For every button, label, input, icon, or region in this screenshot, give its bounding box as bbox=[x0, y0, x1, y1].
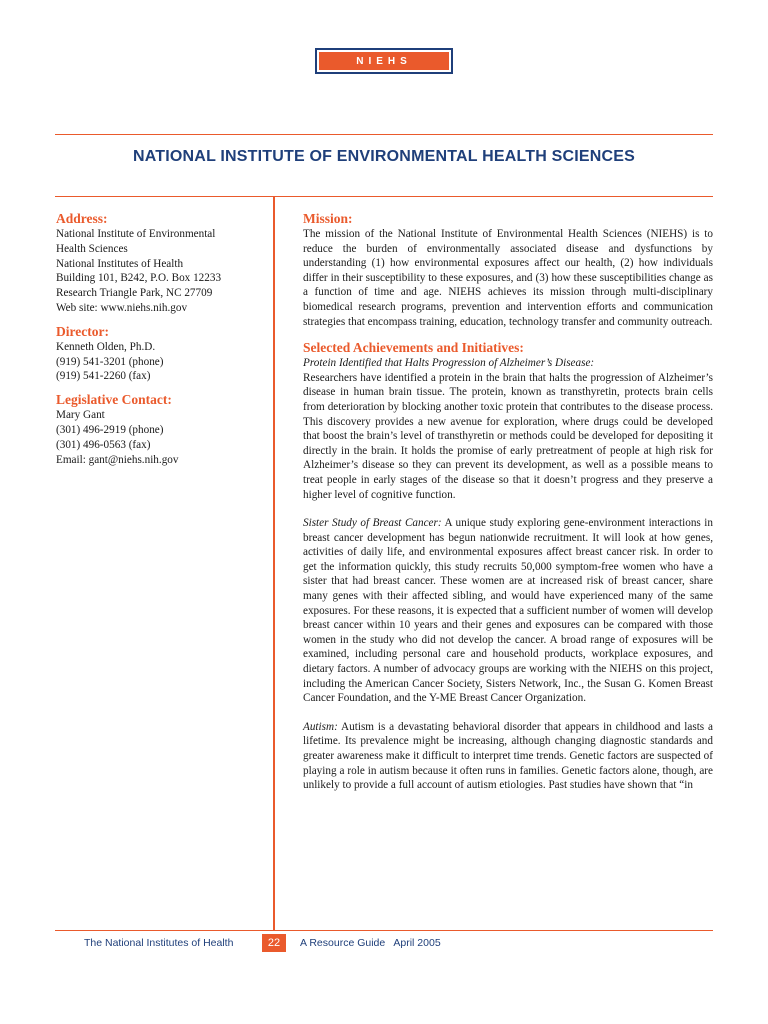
autism-text: Autism is a devastating behavioral disorder that appears in childhood and lasts a lifetime. Its prevalence might be increasing, although changing diagnostic standards and greater awareness make it difficult to interpret time trends. Genetic factors are suspected of playing a role in autism because it often runs in families. Genetic factors alone, though, are unlikely to provide a full account of autism etiologies. Past studies have shown that “in bbox=[303, 720, 713, 792]
mission-text: The mission of the National Institute of Environmental Health Sciences (NIEHS) is to reduce the burden of environmentally associated disease and dysfunctions by understanding (1) how environmental exposures affect our health, (2) how individuals differ in their susceptibility to these exposures, and (3) how these susceptibilities change as a function of time and age. NIEHS achieves its mission through multi-disciplinary biomedical research programs, prevention and intervention efforts and communication strategies that encompass training, education, technology transfer and community outreach. bbox=[303, 228, 713, 328]
legislative-line: Mary Gant bbox=[56, 409, 105, 422]
director-line: Kenneth Olden, Ph.D. bbox=[56, 340, 156, 353]
legislative-block bbox=[56, 408, 266, 467]
niehs-badge bbox=[315, 48, 453, 74]
content-column bbox=[303, 210, 713, 807]
address-line: Building 101, B242, P.O. Box 12233 bbox=[56, 272, 222, 285]
page-footer bbox=[0, 934, 768, 952]
footer-guide-date: A Resource Guide April 2005 bbox=[300, 937, 441, 949]
autism-paragraph bbox=[303, 720, 713, 793]
mission-heading: Mission: bbox=[303, 211, 353, 226]
alzheimers-text: Researchers have identified a protein in the brain that halts the progression of Alzheimer’s disease in human brain tissue. The protein, known as transthyretin, protects brain cells from deterioration by blocking another toxic protein that contributes to the disease process. This discovery provides a new avenue for exploration, where drugs could be developed that boost the brain’s level of transthyretin or methods could be developed for depositing it directly in the brain. It holds the promise of early pretreatment of people at high risk for Alzheimer’s disease so they can prevent its development, as well as a possible means to treat people in early stages of the disease so that it doesn’t progress and they preserve a higher level of cognitive function. bbox=[303, 371, 713, 501]
address-block bbox=[56, 227, 266, 316]
sister-study-text: A unique study exploring gene-environment interactions in breast cancer development has begun nationwide recruitment. It will look at how genes, activities of daily life, and environmental exposures affect breast cancer risk. In order to get the information quickly, this study recruits 50,000 symptom-free women who have a sister that had breast cancer. These women are at increased risk of breast cancer, share many genes with their affected sibling, and would have experienced many of the same exposures. For these reasons, it is expected that a sufficient number of women will develop breast cancer within 10 years and their genes and exposures can be compared with those women in the study who did not develop the cancer. A broad range of exposures will be examined, including personal care and household products, workplace exposures, and dietary factors. A number of advocacy groups are working with the NIEHS on this project, including the American Cancer Society, Sisters Network, Inc., the Susan G. Komen Breast Cancer Foundation, and the Y-ME Breast Cancer Organization. bbox=[303, 517, 713, 705]
top-rule bbox=[55, 134, 713, 135]
autism-subheading: Autism: bbox=[303, 720, 338, 733]
legislative-line: (301) 496-0563 (fax) bbox=[56, 438, 151, 451]
title-rule bbox=[55, 196, 713, 197]
address-heading: Address: bbox=[56, 211, 108, 226]
column-divider bbox=[273, 196, 275, 930]
legislative-line: (301) 496-2919 (phone) bbox=[56, 423, 164, 436]
legislative-heading: Legislative Contact: bbox=[56, 392, 172, 408]
director-line: (919) 541-3201 (phone) bbox=[56, 355, 164, 368]
address-line: Web site: www.niehs.nih.gov bbox=[56, 301, 188, 314]
niehs-badge-label: NIEHS bbox=[319, 52, 449, 70]
director-heading: Director: bbox=[56, 323, 109, 339]
address-line: National Institutes of Health bbox=[56, 257, 184, 270]
alzheimers-subheading: Protein Identified that Halts Progression of Alzheimer’s Disease: bbox=[303, 357, 595, 370]
contact-column bbox=[56, 210, 266, 474]
sister-study-subheading: Sister Study of Breast Cancer: bbox=[303, 517, 442, 530]
address-line: National Institute of Environmental bbox=[56, 228, 216, 240]
legislative-line: Email: gant@niehs.nih.gov bbox=[56, 453, 179, 466]
address-line: Research Triangle Park, NC 27709 bbox=[56, 287, 213, 300]
director-line: (919) 541-2260 (fax) bbox=[56, 370, 151, 383]
page-title: NATIONAL INSTITUTE OF ENVIRONMENTAL HEALTH SCIENCES bbox=[132, 148, 636, 165]
sister-study-paragraph bbox=[303, 516, 713, 706]
director-block bbox=[56, 340, 266, 384]
achievements-heading: Selected Achievements and Initiatives: bbox=[303, 340, 524, 356]
address-line: Health Sciences bbox=[56, 242, 128, 255]
footer-rule bbox=[55, 930, 713, 931]
page-number: 22 bbox=[262, 934, 286, 952]
footer-publisher: The National Institutes of Health bbox=[84, 937, 234, 949]
